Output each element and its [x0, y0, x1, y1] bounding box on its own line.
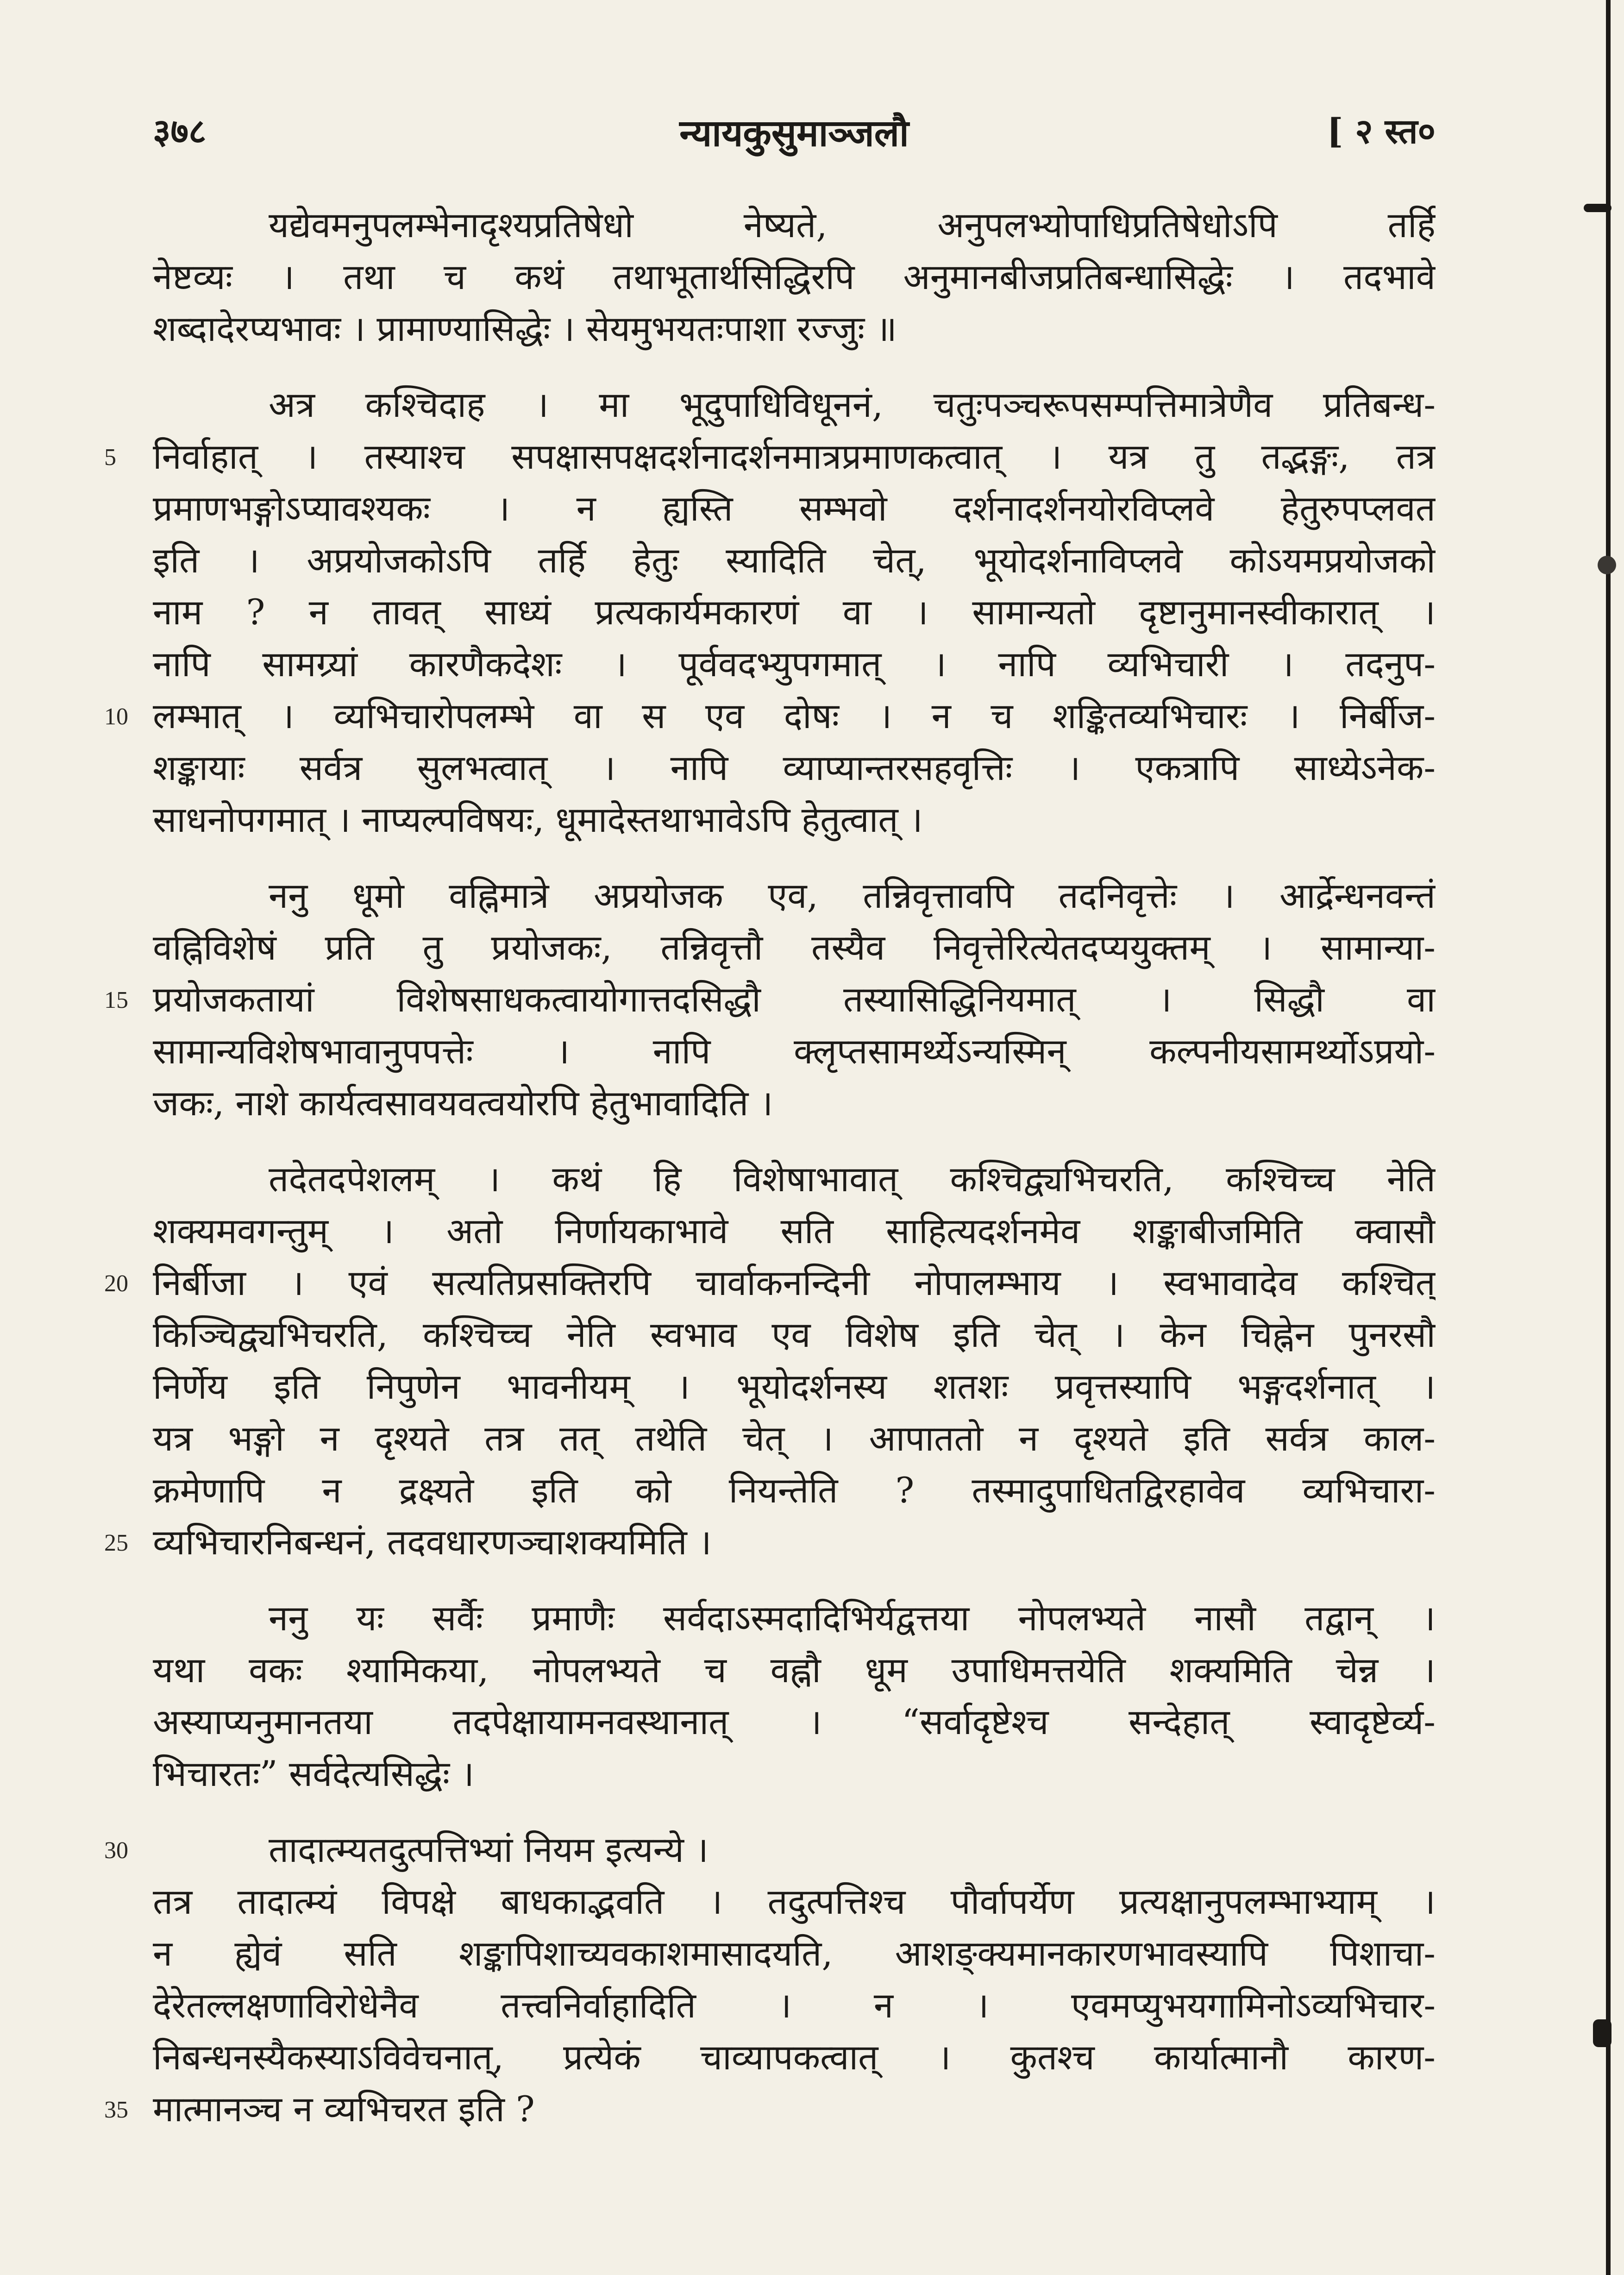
line-number: 15 — [104, 987, 128, 1013]
paragraph — [153, 1824, 1436, 2135]
text-line: तादात्म्यतदुत्पत्तिभ्यां नियम इत्यन्ये । — [269, 1829, 709, 1870]
text-line: यद्येवमनुपलम्भेनादृश्यप्रतिषेधो नेष्यते, अनुपलभ्योपाधिप्रतिषेधोऽपि तर्हि — [269, 204, 1436, 245]
text-line: जकः, नाशे कार्यत्वसावयवत्वयोरपि हेतुभावादिति । — [153, 1082, 773, 1124]
text-line: देरेतल्लक्षणाविरोधेनैव तत्त्वनिर्वाहादिति । न । एवमप्युभयगामिनोऽव्यभिचार- — [153, 1985, 1436, 2026]
text-line: यत्र भङ्गो न दृश्यते तत्र तत् तथेति चेत् । आपाततो न दृश्यते इति सर्वत्र काल- — [153, 1418, 1436, 1459]
text-line: ननु यः सर्वैः प्रमाणैः सर्वदाऽस्मदादिभिर्यद्वत्तया नोपलभ्यते नासौ तद्वान् । — [269, 1597, 1436, 1639]
text-line: इति । अप्रयोजकोऽपि तर्हि हेतुः स्यादिति चेत्, भूयोदर्शनाविप्लवे कोऽयमप्रयोजको — [153, 540, 1436, 581]
text-line: प्रमाणभङ्गोऽप्यावश्यकः । न ह्यस्ति सम्भवो दर्शनादर्शनयोरविप्लवे हेतुरुपप्लवत — [153, 488, 1436, 529]
paragraph — [153, 379, 1436, 846]
text-line: तत्र तादात्म्यं विपक्षे बाधकाद्भवति । तदुत्पत्तिश्च पौर्वापर्येण प्रत्यक्षानुपलम्भाभ्याम् । — [153, 1881, 1436, 1922]
text-line: निर्वाहात् । तस्याश्च सपक्षासपक्षदर्शनादर्शनमात्रप्रमाणकत्वात् । यत्र तु तद्भङ्गः, तत्र — [153, 436, 1436, 477]
text-line: निर्णेय इति निपुणेन भावनीयम् । भूयोदर्शनस्य शतशः प्रवृत्तस्यापि भङ्गदर्शनात् । — [153, 1366, 1436, 1407]
running-title: न्यायकुसुमाञ्जलौ — [679, 111, 909, 155]
page-number: ३७८ — [153, 112, 207, 151]
text-line: भिचारतः” सर्वदेत्यसिद्धेः । — [153, 1753, 475, 1794]
text-line: अस्याप्यनुमानतया तदपेक्षायामनवस्थानात् । “सर्वादृष्टेश्च सन्देहात् स्वादृष्टेर्व्य- — [153, 1701, 1436, 1742]
margin-scan-mark — [1598, 556, 1616, 574]
text-line: मात्मानञ्च न व्यभिचरत इति ? — [153, 2088, 535, 2130]
text-line: साधनोपगमात् । नाप्यल्पविषयः, धूमादेस्तथाभावेऽपि हेतुत्वात् । — [153, 799, 923, 840]
line-number: 20 — [104, 1270, 128, 1297]
paragraph — [153, 1592, 1436, 1800]
text-line: नाम ? न तावत् साध्यं प्रत्यकार्यमकारणं वा । सामान्यतो दृष्टानुमानस्वीकारात् । — [153, 591, 1436, 633]
binding-edge-mark — [1606, 0, 1611, 2275]
text-line: नापि सामग्र्यां कारणैकदेशः । पूर्ववदभ्युपगमात् । नापि व्यभिचारी । तदनुप- — [153, 643, 1436, 685]
text-line: किञ्चिद्व्यभिचरति, कश्चिच्च नेति स्वभाव एव विशेष इति चेत् । केन चिह्नेन पुनरसौ — [153, 1314, 1436, 1355]
line-number: 30 — [104, 1837, 128, 1864]
running-header — [153, 107, 1436, 162]
text-line: निबन्धनस्यैकस्याऽविवेचनात्, प्रत्येकं चाव्यापकत्वात् । कुतश्च कार्यात्मानौ कारण- — [153, 2036, 1436, 2078]
text-line: न ह्येवं सति शङ्कापिशाच्यवकाशमासादयति, आशङ्क्यमानकारणभावस्यापि पिशाचा- — [153, 1933, 1436, 1974]
text-line: शब्दादेरप्यभावः । प्रामाण्यासिद्धेः । सेयमुभयतःपाशा रज्जुः ॥ — [153, 308, 897, 349]
paragraph — [153, 870, 1436, 1129]
text-line: शक्यमवगन्तुम् । अतो निर्णायकाभावे सति साहित्यदर्शनमेव शङ्काबीजमिति क्वासौ — [153, 1210, 1436, 1251]
text-line: तदेतदपेशलम् । कथं हि विशेषाभावात् कश्चिद्व्यभिचरति, कश्चिच्च नेति — [269, 1158, 1436, 1200]
text-line: प्रयोजकतायां विशेषसाधकत्वायोगात्तदसिद्धौ तस्यासिद्धिनियमात् । सिद्धौ वा — [153, 979, 1436, 1020]
text-line: शङ्कायाः सर्वत्र सुलभत्वात् । नापि व्याप्यान्तरसहवृत्तिः । एकत्रापि साध्येऽनेक- — [153, 747, 1436, 788]
margin-scan-mark — [1584, 204, 1611, 212]
text-line: सामान्यविशेषभावानुपपत्तेः । नापि क्लृप्तसामर्थ्येऽन्यस्मिन् कल्पनीयसामर्थ्योऽप्रयो- — [153, 1031, 1436, 1072]
text-line: निर्बीजा । एवं सत्यतिप्रसक्तिरपि चार्वाकनन्दिनी नोपालम्भाय । स्वभावादेव कश्चित् — [153, 1262, 1436, 1303]
line-number: 5 — [104, 444, 116, 471]
text-line: ननु धूमो वह्निमात्रे अप्रयोजक एव, तन्निवृत्तावपि तदनिवृत्तेः । आर्द्रेन्धनवन्तं — [269, 875, 1436, 916]
text-line: क्रमेणापि न द्रक्ष्यते इति को नियन्तेति ? तस्मादुपाधितद्विरहावेव व्यभिचारा- — [153, 1470, 1436, 1511]
paragraph — [153, 199, 1436, 355]
paragraph — [153, 1153, 1436, 1568]
line-number: 25 — [104, 1530, 128, 1556]
margin-scan-mark — [1593, 2019, 1611, 2047]
text-line: यथा वकः श्यामिकया, नोपलभ्यते च वह्नौ धूम उपाधिमत्तयेति शक्यमिति चेन्न । — [153, 1649, 1436, 1691]
text-line: वह्निविशेषं प्रति तु प्रयोजकः, तन्निवृत्तौ तस्यैव निवृत्तेरित्येतदप्ययुक्तम् । सामान्या- — [153, 927, 1436, 968]
line-number: 35 — [104, 2097, 128, 2123]
text-line: व्यभिचारनिबन्धनं, तदवधारणञ्चाशक्यमिति । — [153, 1521, 712, 1563]
text-line: नेष्टव्यः । तथा च कथं तथाभूतार्थसिद्धिरपि अनुमानबीजप्रतिबन्धासिद्धेः । तदभावे — [153, 256, 1436, 297]
text-line: लम्भात् । व्यभिचारोपलम्भे वा स एव दोषः । न च शङ्कितव्यभिचारः । निर्बीज- — [153, 695, 1436, 736]
text-line: अत्र कश्चिदाह । मा भूदुपाधिविधूननं, चतुःपञ्चरूपसम्पत्तिमात्रेणैव प्रतिबन्ध- — [269, 384, 1436, 425]
section-marker: [ २ स्त० — [1327, 112, 1436, 151]
line-number: 10 — [104, 704, 128, 730]
page-body-text — [153, 199, 1436, 2135]
